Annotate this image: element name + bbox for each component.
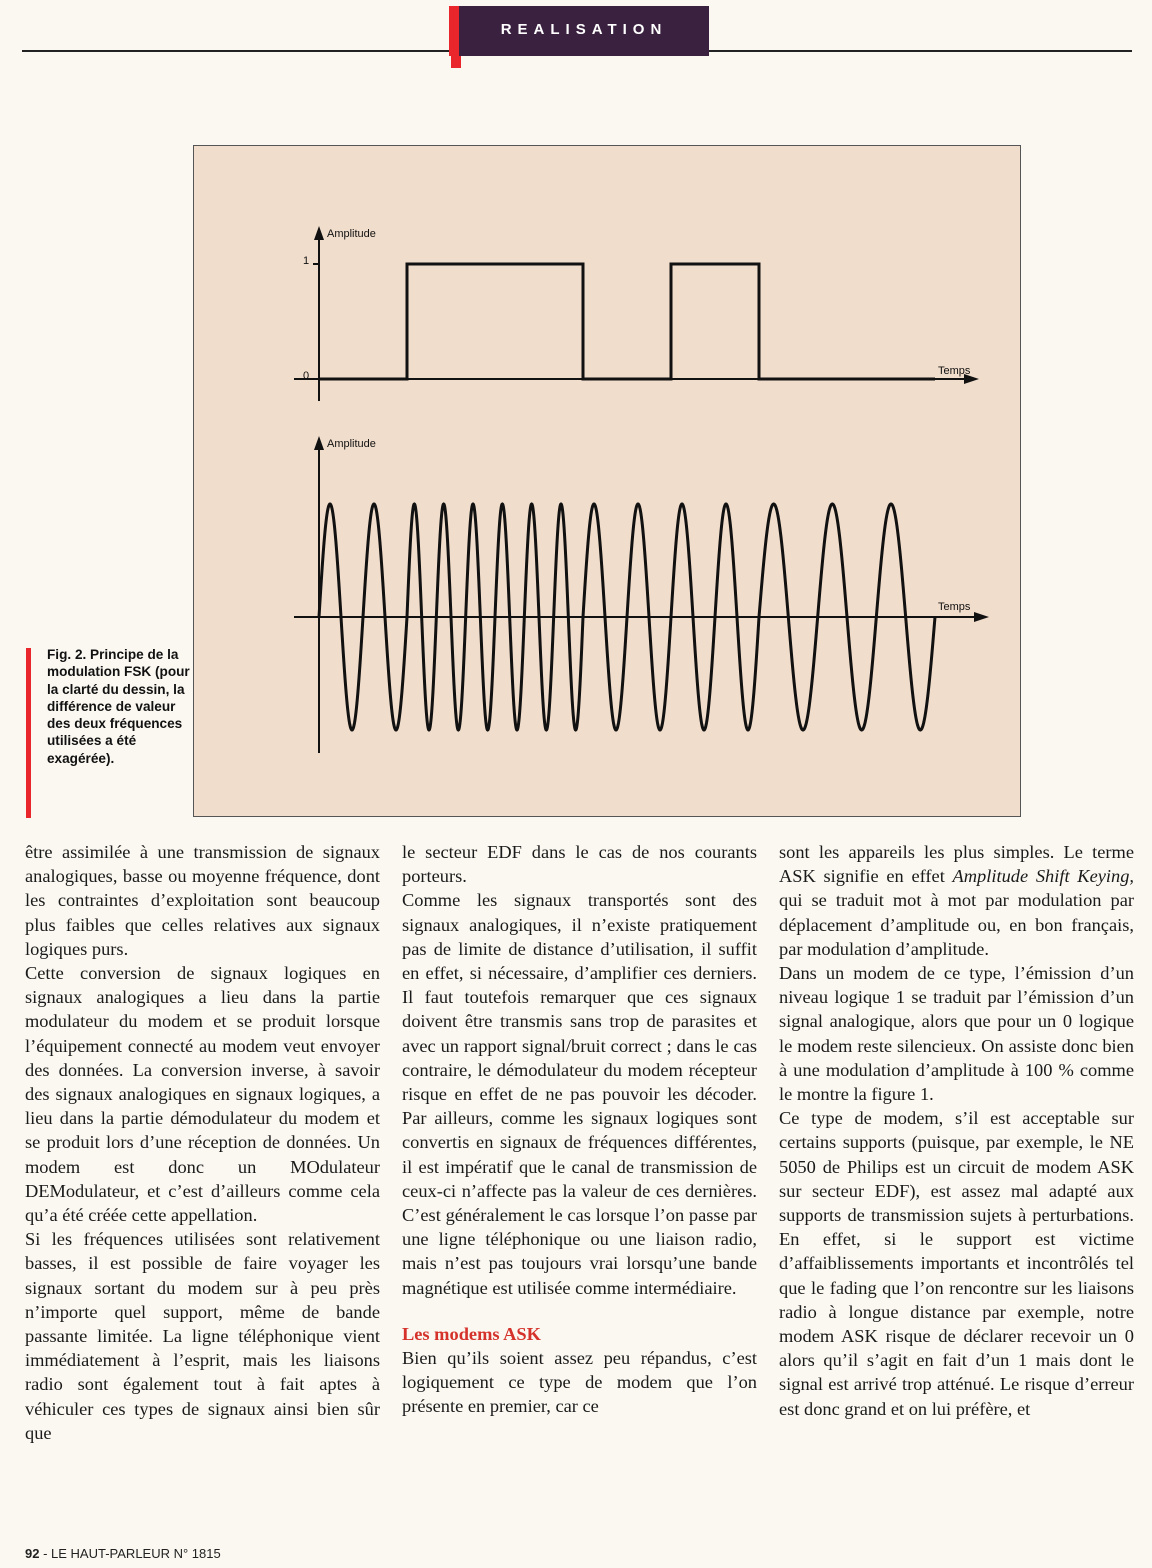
paragraph: Si les fréquences utilisées sont relativement basses, il est possible de faire voyager les signaux sortant du modem sur à peu près n’importe quel support, même de bande passante limitée. La ligne téléphonique vient immédiatement à l’esprit, mais les liaisons radio sont également tout à fait aptes à véhiculer ces types de signaux ainsi bien sûr que <box>25 1229 380 1443</box>
logic-signal-line <box>319 264 935 379</box>
caption-accent-bar <box>26 648 31 818</box>
paragraph: être assimilée à une transmission de signaux analogiques, basse ou moyenne fréquence, dont les contraintes d’exploitation sont beaucoup plus faibles que celles relatives aux signaux logiques purs. <box>25 842 380 959</box>
paragraph <box>779 840 1134 961</box>
section-label: REALISATION <box>500 21 668 38</box>
paragraph: Dans un modem de ce type, l’émission d’un niveau logique 1 se traduit par l’émission d’un signal analogique, alors que pour un 0 logique le modem reste silencieux. On assiste donc bien à une modulation d’amplitude à 100 % comme le montre la figure 1. <box>779 963 1134 1105</box>
section-badge <box>449 6 709 56</box>
fsk-figure <box>194 146 1022 818</box>
section-accent <box>451 56 461 68</box>
paragraph: Bien qu’ils soient assez peu répandus, c’est logiquement ce type de modem que l’on présente en premier, car ce <box>402 1348 757 1417</box>
tick-label-low: 0 <box>303 370 310 382</box>
publication-name: - LE HAUT-PARLEUR N° 1815 <box>43 1546 221 1561</box>
figure-caption: Fig. 2. Principe de la modulation FSK (pour la clarté du dessin, la différence de valeur des deux fréquences utilisées a été exagérée). <box>47 647 190 766</box>
logic-signal-plot <box>294 226 979 401</box>
paragraph: Comme les signaux transportés sont des signaux analogiques, il n’existe pratiquement pas de limite de distance d’utilisation, il suffit en effet, si nécessaire, d’amplifier ces derniers. Il faut toutefois remarquer que ces signaux doivent être transmis sans trop de parasites et avec un rapport signal/bruit correct ; dans le cas contraire, le démodulateur du modem récepteur risque en effet de ne pas pouvoir les décoder. Par ailleurs, comme les signaux logiques sont convertis en signaux de fréquences différentes, il est impératif que le canal de transmission de ceux-ci n’affecte pas la valeur de ces dernières. C’est généralement le cas lorsque l’on passe par une ligne téléphonique ou une liaison radio, mais n’est pas toujours vrai lorsqu’une bande magnétique est utilisée comme intermédiaire. <box>402 890 757 1298</box>
figure-panel <box>193 145 1021 817</box>
bottom-x-arrow <box>974 612 989 622</box>
tick-label-high: 1 <box>303 255 310 267</box>
fsk-signal-plot <box>294 436 989 753</box>
paragraph: Cette conversion de signaux logiques en signaux analogiques a lieu dans la partie modulateur du modem et se produit lorsque l’équipement connecté au modem veut envoyer des données. La conversion inverse, à savoir des signaux analogiques en signaux logiques, a lieu dans la partie démodulateur du modem et se produit lors d’une réception de données. Un modem est donc un MOdulateur DEModulateur, et c’est d’ailleurs comme cela qu’a été créée cette appellation. <box>25 963 380 1226</box>
text-column-2 <box>402 840 757 1419</box>
top-xlabel: Temps <box>938 365 971 377</box>
bottom-ylabel: Amplitude <box>327 438 376 450</box>
text-run: sont les appareils les plus simples. Le terme ASK signifie en effet <box>779 842 1134 887</box>
top-ylabel: Amplitude <box>327 228 376 240</box>
text-run: qui se traduit mot à mot par modulation par déplacement d’amplitude ou, en bon français, par modulation d’amplitude. <box>779 890 1134 959</box>
text-column-3 <box>779 840 1134 1421</box>
bottom-y-arrow <box>314 436 324 450</box>
paragraph: Ce type de modem, s’il est acceptable sur certains supports (puisque, par exemple, le NE 5050 de Philips est un circuit de modem ASK sur secteur EDF), est assez mal adapté aux supports de transmission sujets à perturbations. En effet, si le support est victime d’affaiblissements importants et incontrôlés tel que le fading que l’on rencontre sur les liaisons radio à longue distance par exemple, notre modem ASK risque de déclarer recevoir un 0 alors qu’il s’agit en fait d’un 1 mais dont le signal est arrivé trop atténué. Le risque d’erreur est donc grand et on lui préfère, et <box>779 1108 1134 1419</box>
paragraph: le secteur EDF dans le cas de nos courants porteurs. <box>402 842 757 887</box>
page-number: 92 <box>25 1546 40 1561</box>
top-y-arrow <box>314 226 324 240</box>
section-heading: Les modems ASK <box>402 1323 541 1344</box>
text-column-1 <box>25 840 380 1445</box>
italic-term: Amplitude Shift Keying, <box>952 866 1134 887</box>
page-footer <box>25 1546 221 1561</box>
bottom-xlabel: Temps <box>938 601 971 613</box>
